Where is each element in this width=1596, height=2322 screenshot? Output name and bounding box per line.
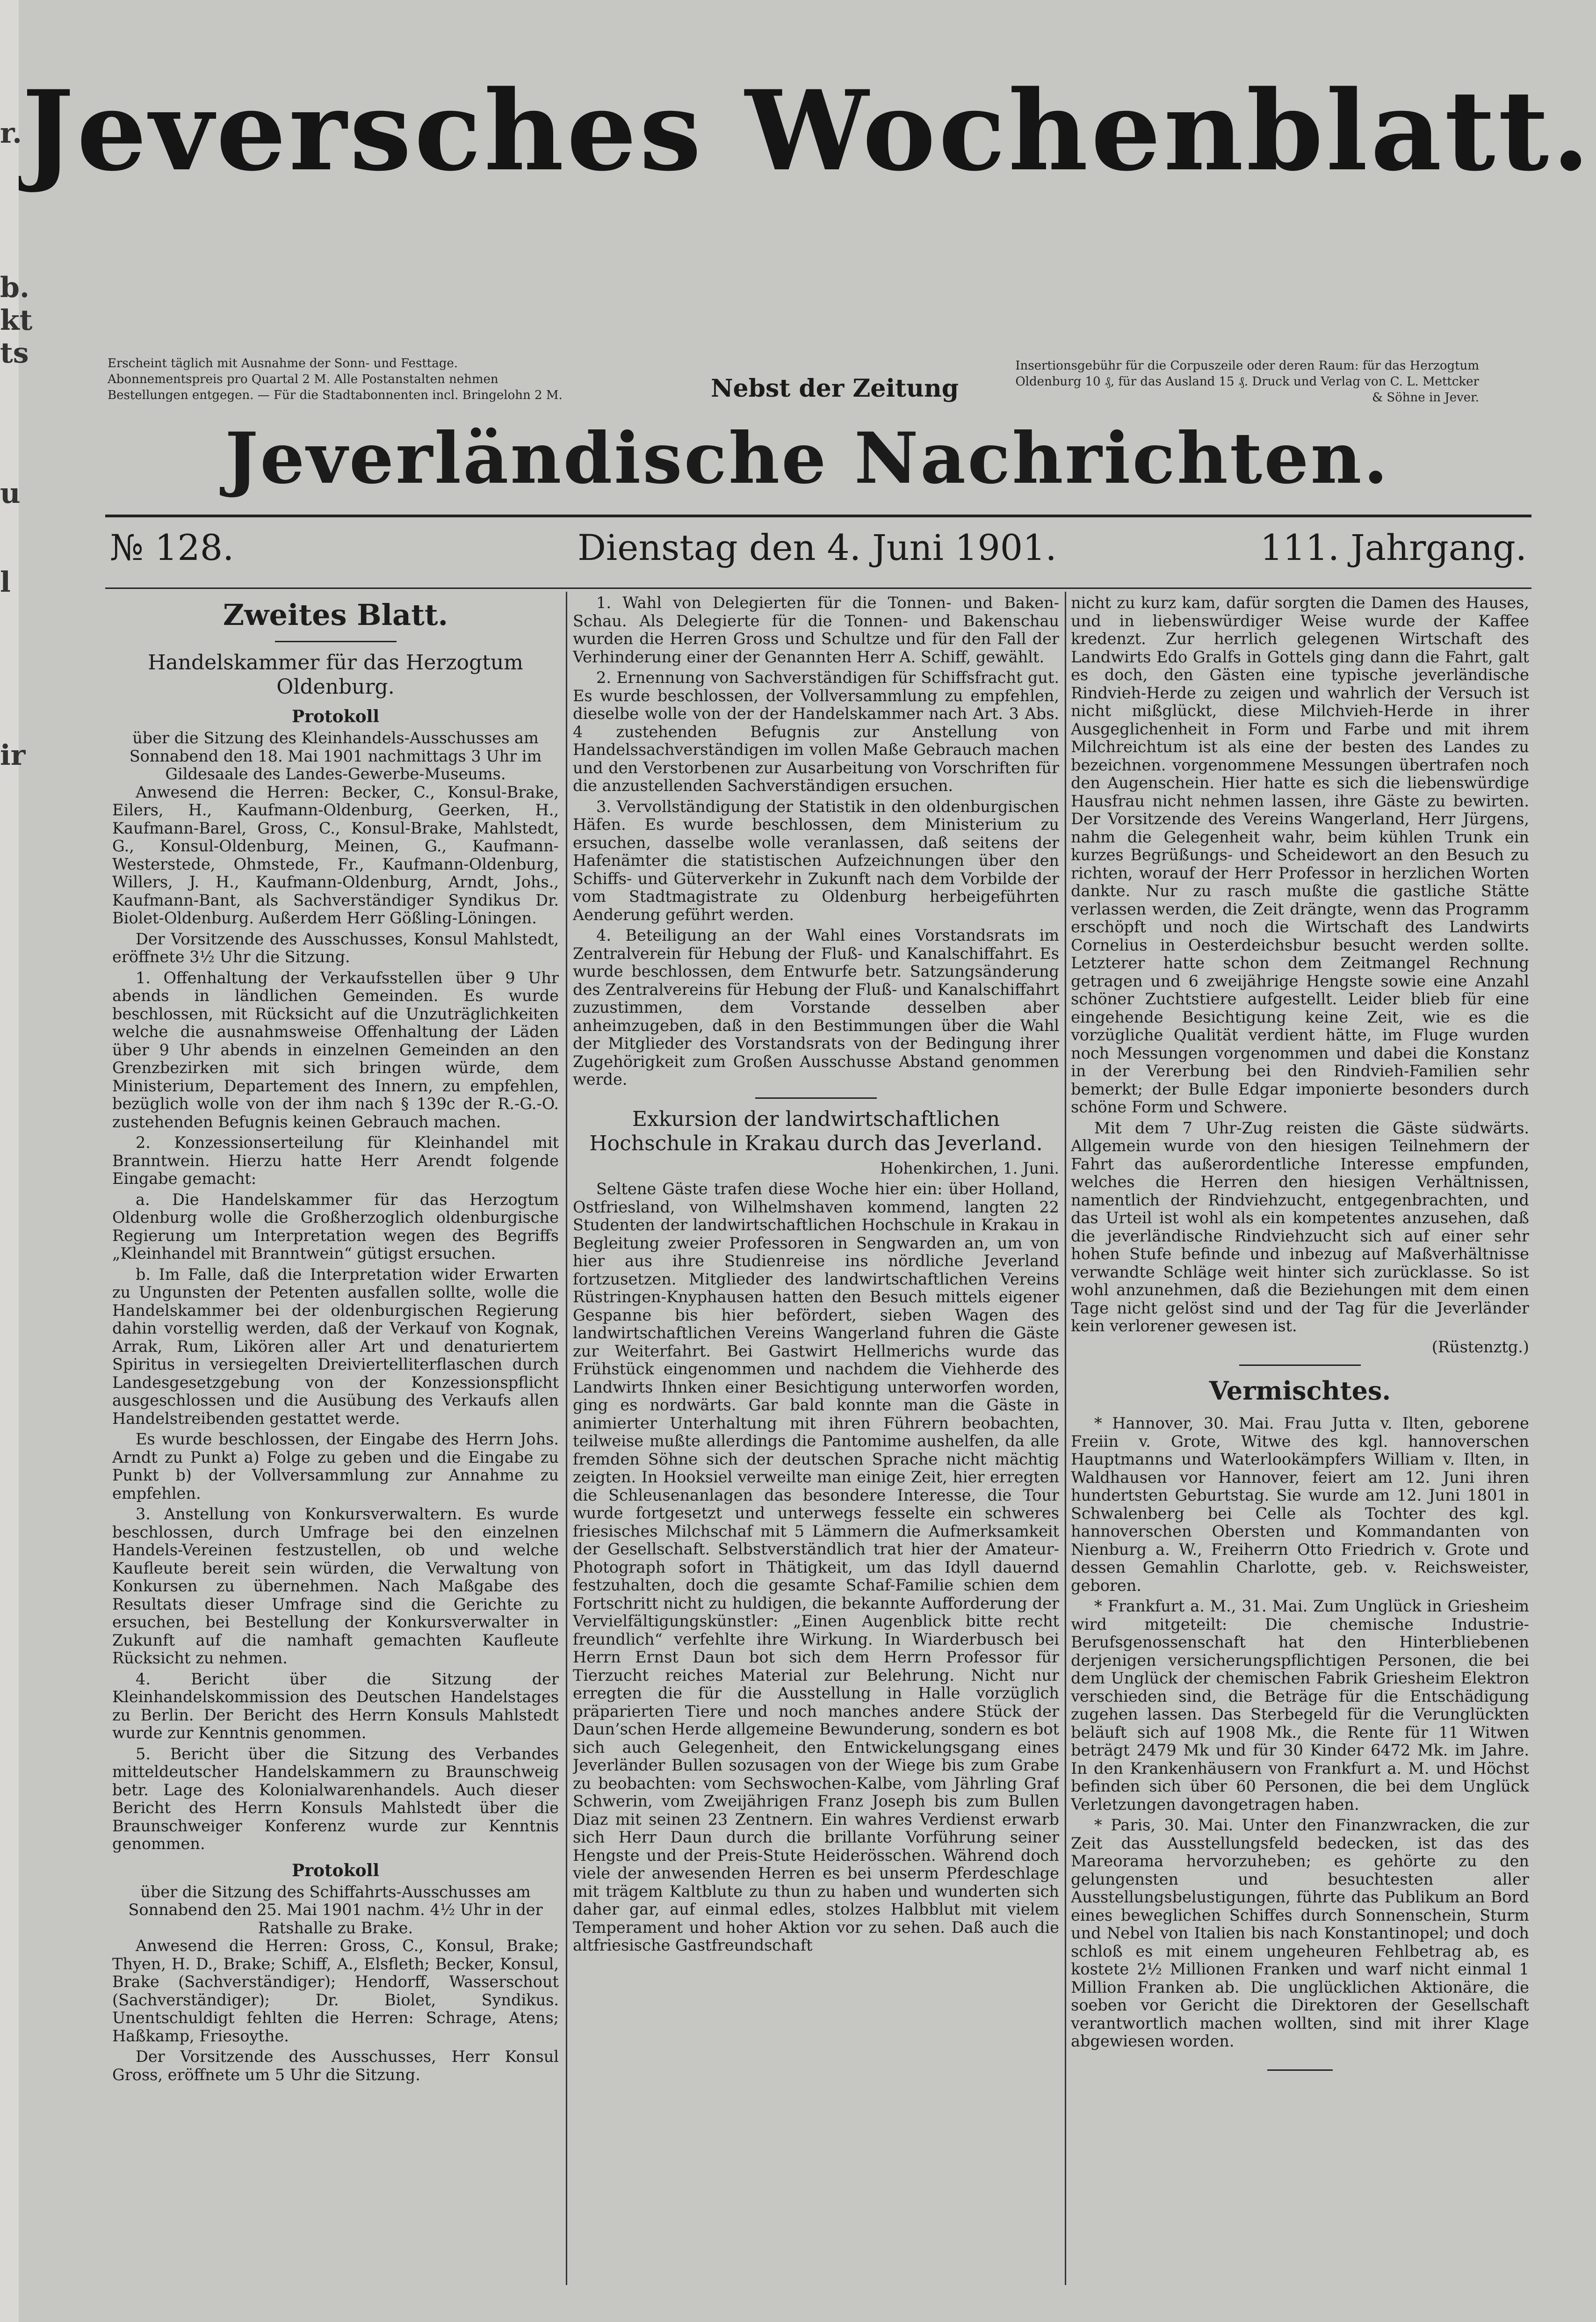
- divider: [1239, 1364, 1361, 1366]
- edge-text: l: [0, 566, 11, 599]
- protokoll-label: Protokoll: [292, 707, 379, 726]
- issue-date: Dienstag den 4. Juni 1901.: [578, 527, 1057, 568]
- edge-text: u: [0, 477, 21, 510]
- edge-text: r.: [0, 117, 22, 150]
- nebst-label: Nebst der Zeitung: [711, 374, 959, 403]
- divider: [275, 641, 397, 642]
- article-paragraph: 4. Bericht über die Sitzung der Kleinhandelskommission des Deutschen Handelstages zu Berlin. Der Bericht des Herrn Konsuls Mahlstedt wurde zur Kenntnis genommen.: [112, 1669, 559, 1742]
- advertising-info: Insertionsgebühr für die Corpuszeile oder deren Raum: für das Herzogtum Oldenburg 10 ₰, für das Ausland 15 ₰. Druck und Verlag von C. L. Mettcker & Söhne in Jever.: [1015, 359, 1479, 405]
- protokoll-label: Protokoll: [292, 1860, 379, 1880]
- article-paragraph: Anwesend die Herren: Becker, C., Konsul-Brake, Eilers, H., Kaufmann-Oldenburg, Geerken, H., Kaufmann-Barel, Gross, C., Konsul-Brake, Mahlstedt, G., Konsul-Oldenburg, Meinen, G., Kaufmann-Westerstede, Ohmstede, Fr., Kaufmann-Oldenburg, Willers, J. H., Kaufmann-Oldenburg, Arndt, Johs., Kaufmann-Bant, als Sachverständiger Syndikus Dr. Biolet-Oldenburg. Außerdem Herr Gößling-Löningen.: [112, 783, 559, 927]
- column-3: [1071, 594, 1529, 2287]
- issue-number: № 128.: [110, 527, 234, 568]
- edge-text: ts: [0, 337, 29, 370]
- end-rule: [1267, 2069, 1333, 2071]
- article-title: Exkursion der landwirtschaftlichen Hochschule in Krakau durch das Jeverland.: [589, 1107, 1043, 1155]
- column-1: [112, 594, 559, 2287]
- article-paragraph: * Frankfurt a. M., 31. Mai. Zum Unglück in Griesheim wird mitgeteilt: Die chemische Industrie-Berufsgenossenschaft hat den Hinterbliebenen derjenigen versicherungspflichtigen Personen, die bei dem Unglück der chemischen Fabrik Griesheim Elektron verschieden sind, die Beträge für die Entschädigung zugehen lassen. Das Sterbegeld für die Verunglückten beläuft sich auf 1908 Mk., die Rente für 11 Witwen beträgt 2479 Mk und für 30 Kinder 6472 Mk. im Jahre. In den Krankenhäusern von Frankfurt a. M. und Höchst befinden sich über 60 Personen, die bei dem Unglück Verletzungen davongetragen haben.: [1071, 1597, 1529, 1814]
- article-paragraph: Der Vorsitzende des Ausschusses, Herr Konsul Gross, eröffnete um 5 Uhr die Sitzung.: [112, 2047, 559, 2084]
- article-source: (Rüstenztg.): [1431, 1337, 1529, 1356]
- article-paragraph: 1. Wahl von Delegierten für die Tonnen- und Baken-Schau. Als Delegierte für die Tonnen- und Bakenschau wurden die Herren Gross und Schultze und für den Fall der Verhinderung einer der Genannten Herr A. Schiff, gewählt.: [573, 594, 1059, 666]
- newspaper-page: [19, 0, 1596, 2322]
- column-rule: [1065, 592, 1066, 2285]
- article-paragraph: 2. Ernennung von Sachverständigen für Schiffsfracht gut. Es wurde beschlossen, der Vollversammlung zu empfehlen, dieselbe wolle von der der Handelskammer nach Art. 3 Abs. 4 zustehenden Befugnis zur Anstellung von Handelssachverständigen im vollen Maße Gebrauch machen und den Verstorbenen zur Ausarbeitung von Vorschriften für die anzustellenden Sachverständigen ersuchen.: [573, 668, 1059, 795]
- section-heading: Zweites Blatt.: [223, 598, 448, 632]
- article-paragraph: Anwesend die Herren: Gross, C., Konsul, Brake; Thyen, H. D., Brake; Schiff, A., Elsfleth; Becker, Konsul, Brake (Sachverständiger); Hendorff, Wasserschout (Sachverständiger); Dr. Biolet, Syndikus. Unentschuldigt fehlten die Herren: Schrage, Atens; Haßkamp, Friesoythe.: [112, 1937, 559, 2045]
- article-paragraph: über die Sitzung des Kleinhandels-Ausschusses am Sonnabend den 18. Mai 1901 nachmittags 3 Uhr im Gildesaale des Landes-Gewerbe-Museums.: [129, 729, 542, 783]
- newspaper-title: Jeversches Wochenblatt.: [22, 66, 1593, 196]
- article-paragraph: Es wurde beschlossen, der Eingabe des Herrn Johs. Arndt zu Punkt a) Folge zu geben und die Eingabe zu Punkt b) der Vollversammlung zur Annahme zu empfehlen.: [112, 1430, 559, 1502]
- article-paragraph: * Hannover, 30. Mai. Frau Jutta v. Ilten, geborene Freiin v. Grote, Witwe des kgl. hannoverschen Hauptmanns und Waterlookämpfers William v. Ilten, in Waldhausen vor Hannover, feiert am 12. Juni ihren hundertsten Geburtstag. Sie wurde am 12. Juni 1801 in Schwalenberg bei Celle als Tochter des kgl. hannoverschen Obersten und Kommandanten von Nienburg a. W., Freiherrn Otto Friedrich v. Grote und dessen Gemahlin Charlotte, geb. v. Reichsweister, geboren.: [1071, 1414, 1529, 1595]
- article-paragraph: 3. Vervollständigung der Statistik in den oldenburgischen Häfen. Es wurde beschlossen, dem Ministerium zu ersuchen, dasselbe wolle veranlassen, daß seitens der Hafenämter die statistischen Aufzeichnungen über den Schiffs- und Güterverkehr in Zukunft nach dem Vorbilde der vom Stadtmagistrate zu Oldenburg herbeigeführten Aenderung geführt werden.: [573, 797, 1059, 924]
- edge-text: ir: [0, 739, 26, 772]
- article-paragraph: Seltene Gäste trafen diese Woche hier ein: über Holland, Ostfriesland, von Wilhelmshaven kommend, langten 22 Studenten der landwirtschaftlichen Hochschule in Krakau in Begleitung zweier Professoren in Sengwarden an, um von hier aus ihre Studienreise ins nördliche Jeverland fortzusetzen. Mitglieder des landwirtschaftlichen Vereins Rüstringen-Knyphausen hatten den Besuch mittels eigener Gespanne bis hier befördert, sieben Wagen des landwirtschaftlichen Vereins Wangerland fuhren die Gäste zur Weiterfahrt. Bei Gastwirt Hellmerichs wurde das Frühstück eingenommen und nachdem die Viehherde des Landwirts Ihnken einer Besichtigung unterworfen worden, ging es nordwärts. Gar bald konnte man die Gäste in animierter Unterhaltung mit ihren Führern beobachten, teilweise mußte allerdings die Pantomime aushelfen, da alle fremden Söhne sich der deutschen Sprache nicht mächtig zeigten. In Hooksiel verweilte man einige Zeit, hier erregten die Schleusenanlagen das besondere Interesse, die Tour wurde fortgesetzt und unterwegs fesselte ein schweres friesisches Milchschaf mit 5 Lämmern die Aufmerksamkeit der Gesellschaft. Selbstverständlich trat hier der Amateur-Photograph sofort in Thätigkeit, um das Idyll dauernd festzuhalten, doch die gesamte Schaf-Familie schien dem Fortschritt nicht zu huldigen, die bekannte Aufforderung der Vervielfältigungskünstler: „Einen Augenblick bitte recht freundlich“ verfehlte ihre Wirkung. In Wiarderbusch bei Herrn Ernst Daun bot sich dem Herrn Professor für Tierzucht reiches Material zur Belehrung. Nicht nur erregten die für die Ausstellung in Halle vorzüglich präparierten Tiere und noch manches andere Stück der Daun’schen Herde allgemeine Bewunderung, sondern es bot sich auch Gelegenheit, den Entwickelungsgang eines Jeverländer Bullen sozusagen von der Wiege bis zum Grabe zu beobachten: vom Sechswochen-Kalbe, vom Jährling Graf Schwerin, vom Zweijährigen Franz Joseph bis zum Bullen Diaz mit seinen 23 Zentnern. Ein wahres Verdienst erwarb sich Herr Daun durch die brillante Vorführung seiner Hengste und der Preis-Stute Heiderösschen. Während doch viele der anwesenden Herren es bei unserm Pferdeschlage mit trägem Kaltblute zu thun zu haben und wunderten sich daher gar, auf einmal edles, stolzes Halbblut mit vielem Temperament und hoher Aktion vor zu sehen. Daß auch die altfriesische Gastfreundschaft: [573, 1180, 1059, 1954]
- adjacent-page-edge: [0, 0, 33, 2322]
- column-2: [573, 594, 1059, 2287]
- article-paragraph: Der Vorsitzende des Ausschusses, Konsul Mahlstedt, eröffnete 3½ Uhr die Sitzung.: [112, 929, 559, 966]
- article-paragraph: a. Die Handelskammer für das Herzogtum Oldenburg wolle die Großherzoglich oldenburgische Regierung um Interpretation wegen des Begriffs „Kleinhandel mit Branntwein“ gütigst ersuchen.: [112, 1190, 559, 1263]
- article-paragraph: nicht zu kurz kam, dafür sorgten die Damen des Hauses, und in liebenswürdiger Weise wurde der Kaffee kredenzt. Zur herrlich gelegenen Wirtschaft des Landwirts Edo Gralfs in Gottels ging dann die Fahrt, galt es doch, den Gästen eine typische jeverländische Rindvieh-Herde zu zeigen und wahrlich der Versuch ist nicht mißglückt, diese Milchvieh-Herde in ihrer Ausgeglichenheit in Form und Farbe und mit ihrem Milchreichtum ist als eine der besten des Landes zu bezeichnen. vorgenommene Messungen übertrafen noch den Augenschein. Hier hatte es sich die liebenswürdige Hausfrau nicht nehmen lassen, ihre Gäste zu bewirten. Der Vorsitzende des Vereins Wangerland, Herr Jürgens, nahm die Gelegenheit wahr, beim kühlen Trunk ein kurzes Begrüßungs- und Scheidewort an den Besuch zu richten, worauf der Herr Professor in herzlichen Worten dankte. Nur zu rasch mußte die gastliche Stätte verlassen werden, die Zeit drängte, wenn das Programm erschöpft und noch die Wirtschaft des Landwirts Cornelius in Oesterdeichsbur besucht werden sollte. Letzterer hatte schon dem Zeitmangel Rechnung getragen und 6 zweijährige Hengste sowie eine Anzahl schöner Zuchtstiere aufgestellt. Leider blieb für eine eingehende Besichtigung keine Zeit, wie es die vorzügliche Qualität verdient hätte, im Fluge wurden noch Messungen vorgenommen und dabei die Konstanz in der Vererbung bei den Rindvieh-Familien sehr bemerkt; der Bulle Edgar imponierte besonders durch schöne Form und Schwere.: [1071, 594, 1529, 1116]
- section-heading: Vermischtes.: [1209, 1376, 1391, 1406]
- article-paragraph: über die Sitzung des Schiffahrts-Ausschusses am Sonnabend den 25. Mai 1901 nachm. 4½ Uhr in der Ratshalle zu Brake.: [128, 1882, 543, 1937]
- article-paragraph: * Paris, 30. Mai. Unter den Finanzwracken, die zur Zeit das Ausstellungsfeld bedecken, ist das des Mareorama hervorzuheben; es gehörte zu den gelungensten und besuchtesten aller Ausstellungsbelustigungen, führte das Publikum an Bord eines beweglichen Schiffes durch Sonnenschein, Sturm und Nebel von Italien bis nach Konstantinopel; und doch schloß es mit einem ungeheuren Fehlbetrag ab, es kostete 2½ Millionen Franken und warf nicht einmal 1 Million Franken ab. Die unglücklichen Aktionäre, die soeben vor Gericht die Direktoren der Gesellschaft verantwortlich machen wollten, sind mit ihrer Klage abgewiesen worden.: [1071, 1816, 1529, 2050]
- article-dateline: Hohenkirchen, 1. Juni.: [880, 1159, 1059, 1177]
- divider: [755, 1097, 877, 1099]
- column-rule: [566, 592, 567, 2285]
- article-paragraph: 5. Bericht über die Sitzung des Verbandes mitteldeutscher Handelskammern zu Braunschweig betr. Lage des Kolonialwarenhandels. Auch dieser Bericht des Herrn Konsuls Mahlstedt über die Braunschweiger Konferenz wurde zur Kenntnis genommen.: [112, 1744, 559, 1853]
- article-paragraph: Mit dem 7 Uhr-Zug reisten die Gäste südwärts. Allgemein wurde von den hiesigen Teilnehmern der Fahrt das außerordentliche Interesse empfunden, welches die Herren den hiesigen Verhältnissen, namentlich der Rindviehzucht, entgegenbrachten, und das Urteil ist wohl als ein kompetentes anzusehen, daß die jeverländische Rindviehzucht sich auf einer sehr hohen Stufe befinde und inbezug auf Maßverhältnisse verwandte Schläge weit hinter sich zurücklasse. So ist wohl anzunehmen, daß die Beziehungen mit dem einen Tage nicht gelöst sind und der Tag für die Jeverländer kein verlorener gewesen ist.: [1071, 1118, 1529, 1335]
- article-paragraph: 4. Beteiligung an der Wahl eines Vorstandsrats im Zentralverein für Hebung der Fluß- und Kanalschiffahrt. Es wurde beschlossen, dem Entwurfe betr. Satzungsänderung des Zentralvereins für Hebung der Fluß- und Kanalschiffahrt zuzustimmen, dem Vorstande desselben aber anheimzugeben, daß in den Bestimmungen über die Wahl der Mitglieder des Vorstandsrats von der Bedingung ihrer Zugehörigkeit zum Großen Ausschusse Abstand genommen werde.: [573, 926, 1059, 1088]
- article-paragraph: 2. Konzessionserteilung für Kleinhandel mit Branntwein. Hierzu hatte Herr Arendt folgende Eingabe gemacht:: [112, 1133, 559, 1188]
- article-paragraph: 1. Offenhaltung der Verkaufsstellen über 9 Uhr abends in ländlichen Gemeinden. Es wurde beschlossen, mit Rücksicht auf die Unzuträglichkeiten welche die ausnahmsweise Offenhaltung der Läden über 9 Uhr abends in einzelnen Gemeinden an den Grenzbezirken mit sich bringen würde, dem Ministerium, Departement des Innern, zu empfehlen, bezüglich wolle von der ihm nach § 139c der R.-G.-O. zustehenden Befugnis keinen Gebrauch machen.: [112, 968, 559, 1131]
- edge-text: b.: [0, 271, 29, 304]
- publication-info: Erscheint täglich mit Ausnahme der Sonn- und Festtage. Abonnementspreis pro Quartal 2 M. Alle Postanstalten nehmen Bestellungen entgegen. — Für die Stadtabonnenten incl. Bringelohn 2 M.: [108, 356, 563, 402]
- dateline-bar: [105, 515, 1531, 589]
- edge-text: kt: [0, 304, 33, 337]
- volume-year: 111. Jahrgang.: [1260, 527, 1527, 568]
- newspaper-subtitle: Jeverländische Nachrichten.: [225, 417, 1390, 500]
- article-title: Handelskammer für das Herzogtum Oldenburg.: [148, 651, 523, 699]
- article-paragraph: b. Im Falle, daß die Interpretation wider Erwarten zu Ungunsten der Petenten ausfallen sollte, wolle die Handelskammer bei der oldenburgischen Regierung dahin vorstellig werden, daß der Verkauf von Kognak, Arrak, Rum, Likören aller Art und denaturiertem Spiritus in versiegelten Dreiviertelliterflaschen durch Landesgesetzgebung von der Konzessionspflicht ausgeschlossen und die Ausübung des Verkaufs allen Handelstreibenden gestattet werde.: [112, 1265, 559, 1428]
- article-paragraph: 3. Anstellung von Konkursverwaltern. Es wurde beschlossen, durch Umfrage bei den einzelnen Handels-Vereinen festzustellen, ob und welche Kaufleute bereit sein würden, die Verwaltung von Konkursen zu übernehmen. Nach Maßgabe des Resultats dieser Umfrage sind die Gerichte zu ersuchen, bei Bestellung der Konkursverwalter in Zukunft auf die namhaft gemachten Kaufleute Rücksicht zu nehmen.: [112, 1505, 559, 1667]
